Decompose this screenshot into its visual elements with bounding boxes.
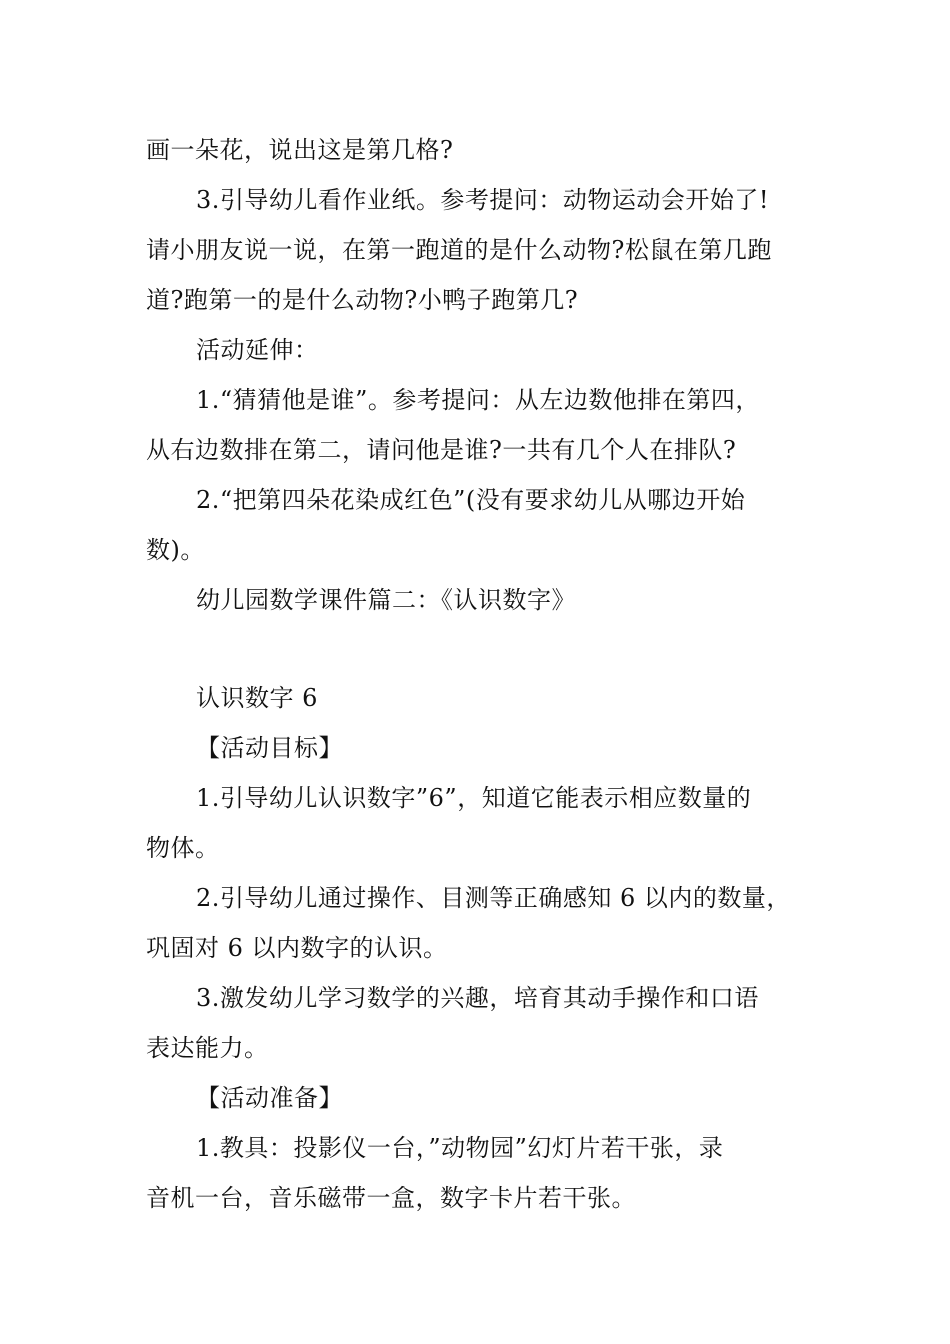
text-line: 2.“把第四朵花染成红色”(没有要求幼儿从哪边开始 (196, 486, 746, 514)
text-line: 1.“猜猜他是谁”。参考提问：从左边数他排在第四， (196, 386, 760, 414)
section-heading: 【活动目标】 (196, 734, 343, 762)
chapter-title: 幼儿园数学课件篇二：《认识数字》 (196, 586, 576, 614)
lesson-title: 认识数字 6 (196, 684, 318, 712)
text-line: 1.引导幼儿认识数字”6”，知道它能表示相应数量的 (196, 784, 752, 812)
text-line: 画一朵花，说出这是第几格? (146, 136, 454, 164)
text-line: 请小朋友说一说，在第一跑道的是什么动物?松鼠在第几跑 (146, 236, 772, 264)
text-line: 音机一台，音乐磁带一盒，数字卡片若干张。 (146, 1184, 636, 1212)
text-line: 3.引导幼儿看作业纸。参考提问：动物运动会开始了! (196, 186, 770, 214)
text-line: 表达能力。 (146, 1034, 269, 1062)
text-line: 巩固对 6 以内数字的认识。 (146, 934, 448, 962)
section-heading: 【活动准备】 (196, 1084, 343, 1112)
section-heading: 活动延伸： (196, 336, 319, 364)
text-line: 3.激发幼儿学习数学的兴趣，培育其动手操作和口语 (196, 984, 759, 1012)
text-line: 物体。 (146, 834, 220, 862)
text-line: 数)。 (146, 536, 205, 564)
text-line: 道?跑第一的是什么动物?小鸭子跑第几? (146, 286, 579, 314)
text-line: 2.引导幼儿通过操作、目测等正确感知 6 以内的数量， (196, 884, 791, 912)
text-line: 1.教具：投影仪一台，”动物园”幻灯片若干张，录 (196, 1134, 724, 1162)
text-line: 从右边数排在第二，请问他是谁?一共有几个人在排队? (146, 436, 737, 464)
